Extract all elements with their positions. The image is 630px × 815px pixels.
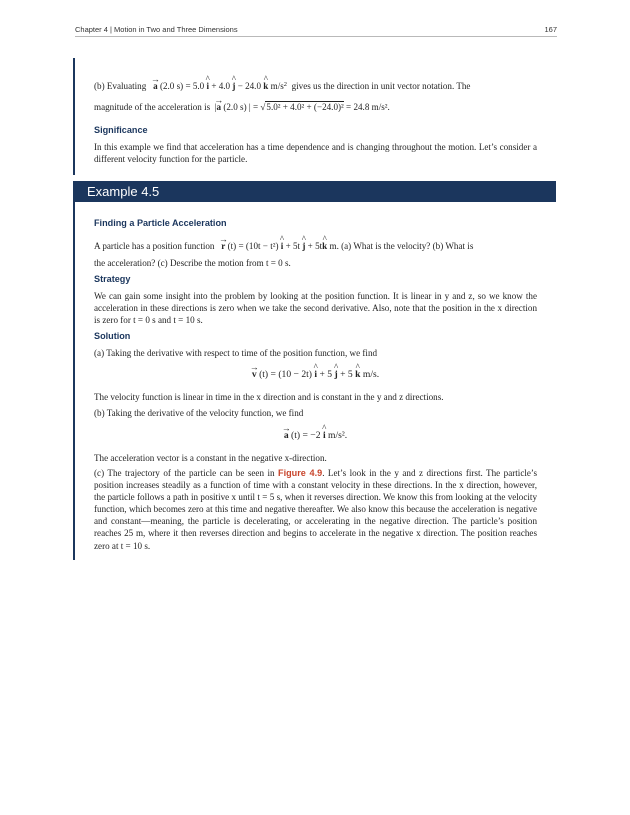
strategy-heading: Strategy xyxy=(94,274,131,284)
velocity-equation: → v (t) = (10 − 2t) ^ i + 5 ^ j + 5 ^ k m/s. xyxy=(94,369,537,380)
example-intro-line1: A particle has a position function → r (t) = (10t − t²) ^ i + 5t ^ j + 5t^ k m. (a) What is the velocity? (b) What is xyxy=(94,240,537,252)
acceleration-equation: → a (t) = −2 ^ i m/s². xyxy=(94,430,537,441)
example-sidebar-main xyxy=(73,202,75,560)
page-number: 167 xyxy=(544,25,557,34)
example-title: Finding a Particle Acceleration xyxy=(94,218,227,228)
solution-part-a: (a) Taking the derivative with respect to time of the position function, we find xyxy=(94,348,378,358)
example-number: Example 4.5 xyxy=(87,184,160,199)
solution-part-b: (b) Taking the derivative of the velocity function, we find xyxy=(94,408,304,418)
part-b-line2: magnitude of the acceleration is |→ a (2.0 s) | = √5.0² + 4.0² + (−24.0)² = 24.8 m/s². xyxy=(94,101,537,113)
velocity-note: The velocity function is linear in time in the x direction and is constant in the y and z directions. xyxy=(94,392,444,402)
chapter-title: Chapter 4 | Motion in Two and Three Dimensions xyxy=(75,25,238,34)
figure-link[interactable]: Figure 4.9 xyxy=(278,468,323,478)
part-b-line1: (b) Evaluating → a (2.0 s) = 5.0 ^ i + 4.0 ^ j − 24.0 ^ k $m/s^2$ gives us the direction in unit vector notation. The xyxy=(94,80,537,92)
example-banner xyxy=(73,181,556,202)
example-intro-line2: the acceleration? (c) Describe the motion from t = 0 s. xyxy=(94,258,291,268)
solution-part-c: (c) The trajectory of the particle can be seen in Figure 4.9. Let’s look in the y and z directions first. The particle’s position increases steadily as a function of time with a constant velocity in these directions. In the x direction, however, the particle follows a path in positive x until t = 5 s, when it reverses direction. We know this from looking at the velocity function, which becomes zero at this time and negative thereafter. We also know this because the acceleration is negative and constant—meaning, the particle is decelerating, or accelerating in the negative direction. The particle’s position reaches 25 m, where it then reverses direction and begins to accelerate in the negative x direction. The position reaches zero at t = 10 s. xyxy=(94,468,537,551)
strategy-text: We can gain some insight into the problem by looking at the position function. It is linear in y and z, so we know the acceleration in these directions is zero when we take the second derivative. Also, note that the position in the x direction is zero for t = 0 s and t = 10 s. xyxy=(94,291,537,326)
example-sidebar-top xyxy=(73,58,75,175)
header-rule xyxy=(75,36,557,37)
significance-text: In this example we find that acceleration has a time dependence and is changing throughout the motion. Let’s consider a different velocity function for the particle. xyxy=(94,142,537,165)
significance-heading: Significance xyxy=(94,125,148,135)
solution-heading: Solution xyxy=(94,331,131,341)
acceleration-note: The acceleration vector is a constant in the negative x-direction. xyxy=(94,453,327,463)
